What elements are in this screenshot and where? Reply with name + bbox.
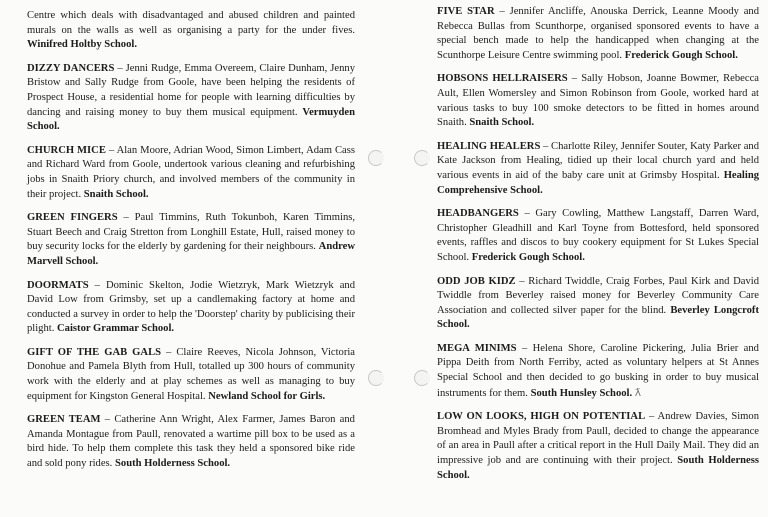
entry-title: ODD JOB KIDZ [437,275,516,287]
entry-text: Centre which deals with disadvantaged and abused children and painted murals on the walls as well as organising a party for the under fives. [27,10,355,36]
entry-text: Alan Moore, Adrian Wood, Simon Limbert, Adam Cass and Richard Ward from Goole, undertook various cleaning and refurbishing jobs in Snaith Priory church, and involved members of the community in their project. [27,144,355,200]
handwritten-tick-mark: ƛ [634,386,642,399]
entry-school: South Holderness School. [437,455,760,481]
entry-separator: – [104,414,111,426]
entry-title: CHURCH MICE [27,144,106,156]
entry-school: Winifred Holtby School. [27,39,137,51]
left-column [27,0,355,481]
entry-school: Healing Comprehensive School. [437,169,760,196]
continued-entry [27,0,355,53]
entry-gift-of-the-gab-gals [27,346,355,404]
entry-hobsons-hellraisers [437,72,759,130]
entry-text: Jenni Rudge, Emma Overeem, Claire Dunham, Jenny Bristow and Sally Rudge from Goole, have been helping the residents of Prospect House, a residential home for people with learning difficulties by dancing and raising money to buy them musical equipment. [27,62,355,118]
entry-separator: – [524,208,530,220]
entry-title: MEGA MINIMS [437,342,517,354]
entry-title: FIVE STAR [437,6,495,17]
entry-school: Caistor Grammar School. [57,323,175,335]
entry-school: Vermuyden School. [27,106,355,133]
entry-title: DOORMATS [27,279,89,291]
entry-green-team [27,413,355,471]
entry-title: GIFT OF THE GAB GALS [27,346,162,358]
entry-separator: – [519,275,525,287]
entry-title: GREEN TEAM [27,414,101,426]
entry-school: Newland School for Girls. [208,390,326,402]
entry-text: Richard Twiddle, Craig Forbes, Paul Kirk and David Twiddle from Beverley raised money for Beverley Community Care Association and collected silver paper for the blind. [437,275,759,316]
entry-school: Snaith School. [469,117,535,129]
entry-separator: – [648,411,655,423]
entry-title: HOBSONS HELLRAISERS [437,73,568,85]
entry-text: Andrew Davies, Simon Bromhead and Myles Brady from Paull, decided to change the appearance of an area in Paull after a critical report in the Hull Daily Mail. They did an impressive job and are continuing with their project. [437,411,759,467]
entry-school: Frederick Gough School. [471,251,585,263]
entry-text: Catherine Ann Wright, Alex Farmer, James Baron and Amanda Montague from Paull, renovated a wartime pill box to be used as a bird hide. To help them complete this task they held a sponsored bike ride and sold pony rides. [27,414,355,470]
entry-church-mice [27,144,355,202]
entry-separator: – [94,279,100,291]
entry-text: Helena Shore, Caroline Pickering, Julia Brier and Pippa Deith from North Ferriby, acted as voluntary helpers at St Annes Special School and then decided to go busking in order to buy musical instruments for them. [437,342,759,399]
entry-title: GREEN FINGERS [27,212,118,224]
entry-separator: – [571,73,578,85]
entry-text: Dominic Skelton, Jodie Wietzryk, Mark Wietzryk and David Low from Grimsby, set up a candlemaking factory at home and conducted a survey in order to help the 'Doorstep' charity by publicising their plight. [27,279,356,335]
entry-text: Sally Hobson, Joanne Bowmer, Rebecca Ault, Ellen Womersley and Simon Robinson from Goole, worked hard at various tasks to buy 100 smoke detectors to be fitted in homes around Snaith. [437,73,759,129]
entry-text: Claire Reeves, Nicola Johnson, Victoria Donohue and Pamela Blyth from Hull, totalled up 300 hours of community work with the elderly and at play schemes as well as managing to buy equipment for Kingston General Hospital. [27,346,355,402]
binder-hole-mark [414,370,430,386]
entry-separator: – [117,62,123,74]
binder-hole-mark [368,150,384,166]
entry-dizzy-dancers [27,62,355,135]
entry-text: Gary Cowling, Matthew Langstaff, Darren Ward, Christopher Gleadhill and Karl Toyne from Bottesford, held sponsored events, raffles and discos to buy cookery equipment for St Lukes Special School. [437,208,760,263]
entry-separator: – [166,346,172,358]
entry-healing-healers [437,140,759,198]
entry-title: DIZZY DANCERS [27,62,115,74]
entry-title: HEALING HEALERS [437,140,541,152]
entry-separator: – [123,212,129,224]
entry-separator: – [499,6,505,17]
entry-school: Frederick Gough School. [624,49,738,61]
entry-school: Andrew Marvell School. [27,241,355,267]
entry-school: South Holderness School. [115,458,231,470]
entry-low-on-looks [437,410,759,483]
entry-title: HEADBANGERS [437,208,519,220]
entry-school: South Hunsley School. [530,387,633,399]
entry-headbangers [437,207,759,265]
entry-title: LOW ON LOOKS, HIGH ON POTENTIAL [437,411,646,423]
binder-hole-mark [414,150,430,166]
binder-hole-mark [368,370,384,386]
entry-mega-minims [437,342,759,401]
entry-school: Snaith School. [83,188,149,200]
entry-separator: – [543,140,549,152]
entry-five-star [437,5,759,63]
entry-green-fingers [27,211,355,269]
right-column [437,0,759,492]
entry-school: Beverley Longcroft School. [437,304,759,331]
entry-doormats [27,279,355,337]
entry-separator: – [521,342,528,354]
entry-text: Jennifer Ancliffe, Anouska Derrick, Leanne Moody and Rebecca Bullas from Scunthorpe, organised sponsored events to have a special bench made to help the handicapped when changing at the Scunthorpe Leisure Centre swimming pool. [437,6,760,61]
entry-odd-job-kidz [437,275,759,333]
entry-separator: – [108,144,115,156]
entry-text: Charlotte Riley, Jennifer Souter, Katy Parker and Kate Jackson from Healing, tidied up their local church yard and held various events in aid of the baby care unit at Grimsby Hospital. [437,140,759,181]
entry-text: Paul Timmins, Ruth Tokunboh, Karen Timmins, Stuart Beech and Craig Stretton from Longhill Estate, Hull, raised money to buy security locks for the elderly by gardening for their neighbours. [27,212,356,253]
